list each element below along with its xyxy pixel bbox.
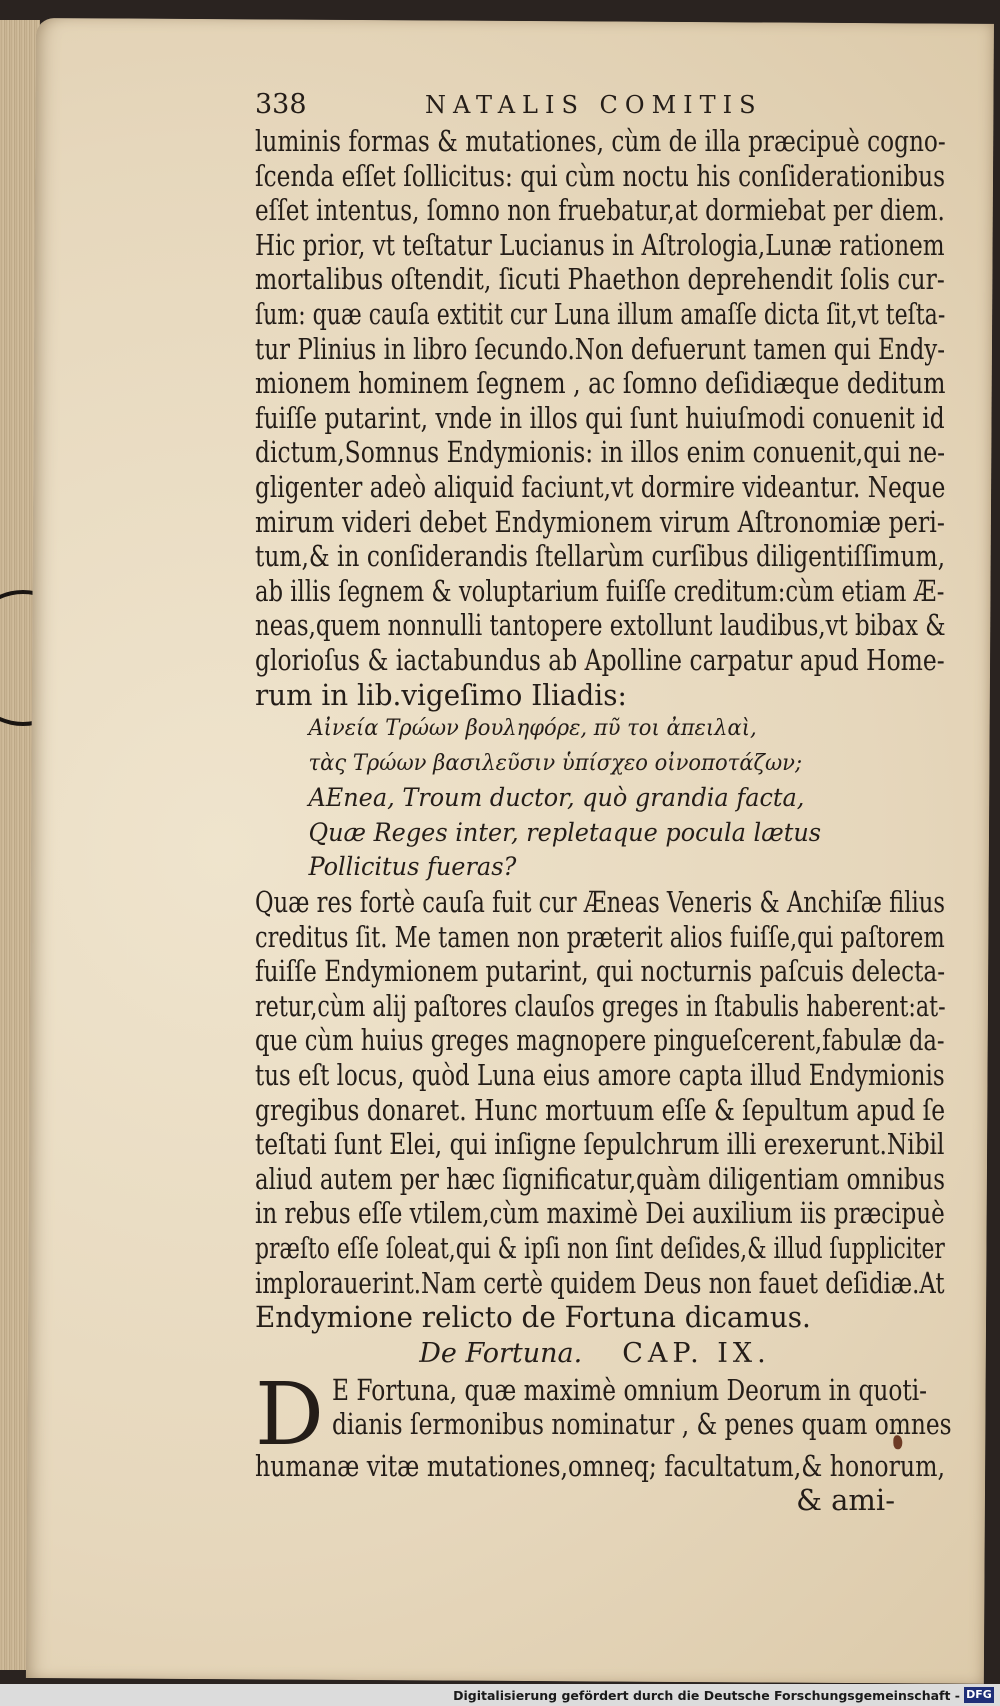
text-line: tus eſt locus, quòd Luna eius amore capta illud Endymionis <box>255 1058 945 1093</box>
page-text <box>255 88 975 1517</box>
running-title: NATALIS COMITIS <box>425 91 763 119</box>
text-line: gligenter adeò aliquid faciunt,vt dormire videantur. Neque <box>255 469 946 504</box>
text-line: dictum,Somnus Endymionis: in illos enim conuenit,qui ne- <box>255 435 946 470</box>
text-line: neas,quem nonnulli tantopere extollunt laudibus,vt bibax & <box>255 608 946 643</box>
chapter-opening <box>255 1364 975 1465</box>
verse-quotation <box>255 712 975 885</box>
text-line: luminis formas & mutationes, cùm de illa præcipuè cogno- <box>255 124 946 158</box>
text-line: eſſet intentus, ſomno non fruebatur,at dormiebat per diem. <box>255 193 945 228</box>
text-line: ab illis ſegnem & voluptarium fuiſſe creditum:cùm etiam Æ- <box>255 573 945 608</box>
funding-credit: Digitalisierung gefördert durch die Deutsche Forschungsgemeinschaft - <box>453 1688 960 1703</box>
text-line: implorauerint.Nam certè quidem Deus non fauet deſidiæ.At <box>255 1265 945 1300</box>
text-line: aliud autem per hæc ſignificatur,quàm diligentiam omnibus <box>255 1161 946 1196</box>
text-line: creditus ſit. Me tamen non præterit alios fuiſſe,qui paſtorem <box>255 919 945 954</box>
digitization-footer <box>0 1684 1000 1706</box>
latin-verse-line: AEnea, Troum ductor, quò grandia facta, <box>308 783 805 813</box>
drop-cap-initial: D <box>255 1364 324 1465</box>
text-line: ſcenda eſſet ſollicitus: qui cùm noctu his conſiderationibus <box>255 158 946 193</box>
greek-verse-line: Αἰνεία Τρώων βουληφόρε, πῦ τοι ἀπειλαὶ, <box>308 716 757 742</box>
text-line: tum,& in conſiderandis ſtellarùm curſibus diligentiſſimum, <box>255 539 946 574</box>
latin-verse-line: Quæ Reges inter, repletaque pocula lætus <box>308 817 822 847</box>
text-line: mirum videri debet Endymionem virum Aſtronomiæ peri- <box>255 504 945 539</box>
text-line: E Fortuna, quæ maximè omnium Deorum in quoti- <box>331 1372 928 1407</box>
dfg-logo: DFG <box>964 1687 994 1703</box>
chapter-number: CAP. IX. <box>622 1337 771 1369</box>
chapter-heading <box>315 1335 875 1373</box>
text-line: teſtati ſunt Elei, qui inſigne ſepulchrum illi erexerunt.Nibil <box>255 1127 945 1162</box>
page-header <box>255 88 975 124</box>
greek-verse-line: τὰς Τρώων βασιλεῦσιν ὑπίσχεο οἰνοποτάζων; <box>308 750 803 776</box>
chapter-opening-lines <box>332 1373 1000 1449</box>
text-line: Quæ res fortè cauſa fuit cur Æneas Veneris & Anchiſæ filius <box>255 885 945 920</box>
text-line: ſum: quæ cauſa extitit cur Luna illum amaſſe dicta ſit,vt teſta- <box>255 296 946 331</box>
body-paragraph-1 <box>255 124 975 712</box>
text-line: que cùm huius greges magnopere pingueſcerent,fabulæ da- <box>255 1023 945 1058</box>
text-line: rum in lib.vigeſimo Iliadis: <box>255 677 627 712</box>
text-line: mortalibus oſtendit, ſicuti Phaethon deprehendit ſolis cur- <box>255 262 945 297</box>
text-line: præſto eſſe ſoleat,qui & ipſi non ſint deſides,& illud ſuppliciter <box>255 1231 945 1265</box>
page-number: 338 <box>255 89 307 120</box>
text-line: Hic prior, vt teſtatur Lucianus in Aſtrologia,Lunæ rationem <box>255 227 945 262</box>
text-line: dianis ſermonibus nominatur , & penes quam omnes <box>331 1407 952 1442</box>
text-line: glorioſus & iactabundus ab Apolline carpatur apud Home- <box>255 642 945 677</box>
body-paragraph-2 <box>255 885 975 1335</box>
latin-verse-line: Pollicitus fueras? <box>308 852 517 882</box>
text-line: Endymione relicto de Fortuna dicamus. <box>255 1300 811 1335</box>
text-line: fuiſſe putarint, vnde in illos qui ſunt huiuſmodi conuenit id <box>255 400 945 435</box>
text-line: humanæ vitæ mutationes,omneq; facultatum,& honorum, <box>255 1448 945 1483</box>
text-line: in rebus eſſe vtilem,cùm maximè Dei auxilium iis præcipuè <box>255 1196 945 1231</box>
text-line: retur,cùm alij paſtores clauſos greges in ſtabulis haberent:at- <box>255 988 946 1023</box>
text-line: tur Plinius in libro ſecundo.Non defuerunt tamen qui Endy- <box>255 331 946 366</box>
text-line: mionem hominem ſegnem , ac ſomno deſidiæque deditum <box>255 366 946 401</box>
catchword: & ami- <box>796 1483 895 1518</box>
text-line: gregibus donaret. Hunc mortuum eſſe & ſepultum apud ſe <box>255 1092 946 1127</box>
text-line: fuiſſe Endymionem putarint, qui nocturnis paſcuis delecta- <box>255 954 946 989</box>
chapter-title: De Fortuna. <box>419 1337 583 1369</box>
